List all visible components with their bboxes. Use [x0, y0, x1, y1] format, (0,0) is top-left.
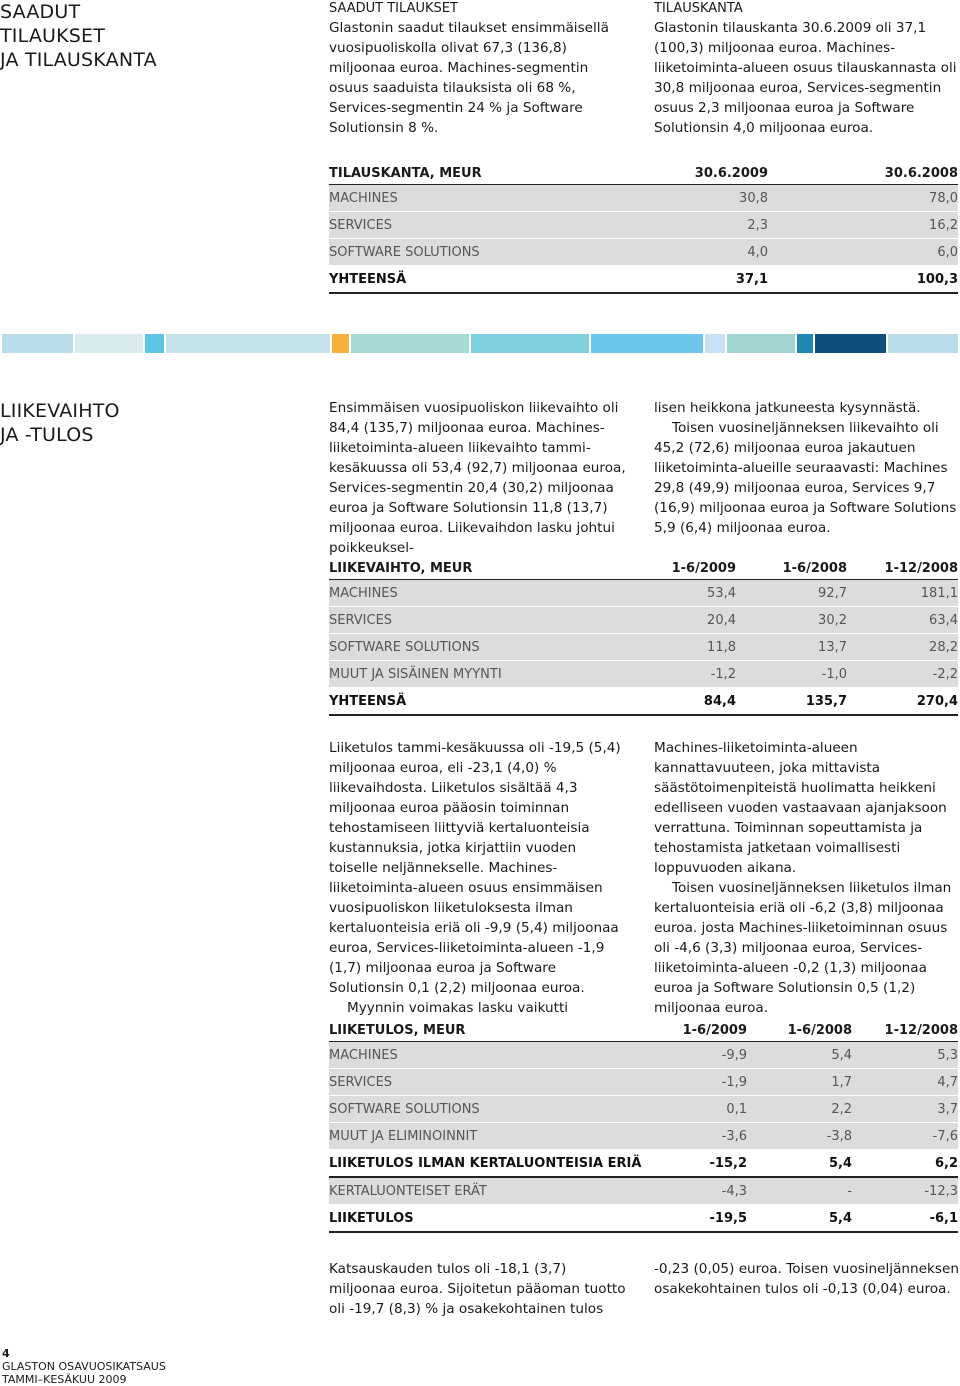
- stripe-segment: [727, 334, 795, 353]
- paragraph: Glastonin saadut tilaukset ensimmäisellä vuosipuoliskolla olivat 67,3 (136,8) miljoonaa euroa. Machines-segmentin osuus saaduista tilauksista oli 68 %, Services-segmentin 24 % ja Software Solutionsin 8 %.: [329, 20, 609, 136]
- row-value: 5,4: [747, 1205, 852, 1233]
- stripe-segment: [75, 334, 143, 353]
- paragraph: -0,23 (0,05) euroa. Toisen vuosineljänneksen osakekohtainen tulos oli -0,13 (0,04) euroa.: [654, 1261, 959, 1297]
- row-value: 5,4: [747, 1150, 852, 1178]
- operating-result-column-1: [329, 738, 629, 1018]
- page-footer: [2, 1347, 202, 1386]
- table-subtotal-row: [329, 1150, 958, 1178]
- column-title: SAADUT TILAUKSET: [329, 1, 458, 16]
- row-label: SERVICES: [329, 607, 636, 634]
- operating-result-table: [329, 1019, 958, 1233]
- paragraph: Glastonin tilauskanta 30.6.2009 oli 37,1 (100,3) miljoonaa euroa. Machines-liiketoiminta-alueen osuus tilauskannasta oli 30,8 miljoonaa euroa, Services-segmentin osuus 2,3 miljoonaa euroa ja Software Solutionsin 4,0 miljoonaa euroa.: [654, 20, 957, 136]
- heading-line: LIIKEVAIHTO: [0, 400, 120, 422]
- orderbook-column: [654, 0, 959, 138]
- row-label: MUUT JA SISÄINEN MYYNTI: [329, 661, 636, 688]
- footer-line: GLASTON OSAVUOSIKATSAUS: [2, 1360, 166, 1373]
- row-label: LIIKETULOS: [329, 1205, 647, 1233]
- orders-column: [329, 0, 629, 138]
- row-value: -1,9: [647, 1069, 747, 1096]
- paragraph: [654, 878, 959, 1018]
- header-cell: 1-12/2008: [852, 1019, 958, 1042]
- row-value: 37,1: [658, 266, 768, 294]
- revenue-column-2: [654, 398, 959, 538]
- row-value: -6,1: [852, 1205, 958, 1233]
- table-row: [329, 634, 958, 661]
- stripe-segment: [145, 334, 164, 353]
- table-row: [329, 185, 958, 212]
- row-label: MACHINES: [329, 1042, 647, 1069]
- header-cell: 1-6/2008: [736, 557, 847, 580]
- row-label: YHTEENSÄ: [329, 266, 658, 294]
- paragraph-text: Myynnin voimakas lasku vaikutti: [347, 1000, 569, 1016]
- table-row: [329, 661, 958, 688]
- table-row: [329, 212, 958, 239]
- table-row: [329, 1096, 958, 1123]
- row-value: 270,4: [847, 688, 958, 716]
- result-column-1: [329, 1259, 629, 1319]
- row-value: 63,4: [847, 607, 958, 634]
- row-label: YHTEENSÄ: [329, 688, 636, 716]
- paragraph-text: Toisen vuosineljänneksen liiketulos ilman kertaluonteisia eriä oli -6,2 (3,8) miljoonaa euroa. josta Machines-liiketoiminnan osuus oli -4,6 (3,3) miljoonaa euroa, Services-liiketoiminta-alueen -0,2 (1,3) miljoonaa euroa ja Software Solutionsin 0,5 (1,2) miljoonaa euroa.: [654, 880, 952, 1016]
- stripe-segment: [888, 334, 958, 353]
- stripe-segment: [591, 334, 703, 353]
- row-label: SERVICES: [329, 212, 658, 239]
- row-value: 92,7: [736, 580, 847, 607]
- revenue-table: [329, 557, 958, 716]
- row-value: 11,8: [636, 634, 736, 661]
- stripe-segment: [797, 334, 813, 353]
- row-value: 53,4: [636, 580, 736, 607]
- paragraph: [329, 998, 629, 1018]
- row-value: 4,0: [658, 239, 768, 266]
- row-value: -3,8: [747, 1123, 852, 1150]
- table-row: [329, 1069, 958, 1096]
- row-label: MACHINES: [329, 185, 658, 212]
- table-row: [329, 1123, 958, 1150]
- row-value: -19,5: [647, 1205, 747, 1233]
- row-label: LIIKETULOS ILMAN KERTALUONTEISIA ERIÄ: [329, 1150, 647, 1178]
- row-value: 5,3: [852, 1042, 958, 1069]
- paragraph: Liiketulos tammi-kesäkuussa oli -19,5 (5,4) miljoonaa euroa, eli -23,1 (4,0) % liikevaihdosta. Liiketulos sisältää 4,3 miljoonaa euroa pääosin toiminnan tehostamiseen liittyviä kertaluonteisia kustannuksia, jotka kirjattiin vuoden toiselle neljännekselle. Machines-liiketoiminta-alueen osuus ensimmäisen vuosipuoliskon liiketuloksesta ilman kertaluonteisia eriä oli -9,9 (5,4) miljoonaa euroa, Services-liiketoiminta-alueen -1,9 (1,7) miljoonaa euroa ja Software Solutionsin 0,1 (2,2) miljoonaa euroa.: [329, 740, 621, 996]
- stripe-segment: [332, 334, 349, 353]
- row-value: 6,0: [768, 239, 958, 266]
- table-header: [329, 162, 958, 185]
- row-label: SERVICES: [329, 1069, 647, 1096]
- footer-line: TAMMI–KESÄKUU 2009: [2, 1373, 127, 1386]
- row-value: 100,3: [768, 266, 958, 294]
- row-value: -9,9: [647, 1042, 747, 1069]
- row-value: -: [747, 1177, 852, 1205]
- section-heading-orders: [0, 0, 170, 72]
- row-value: -7,6: [852, 1123, 958, 1150]
- stripe-segment: [166, 334, 330, 353]
- table-total-row: [329, 266, 958, 294]
- revenue-column-1: [329, 398, 629, 558]
- header-cell: 1-6/2009: [636, 557, 736, 580]
- row-value: 20,4: [636, 607, 736, 634]
- heading-line: JA TILAUSKANTA: [0, 49, 157, 71]
- row-value: 30,8: [658, 185, 768, 212]
- paragraph: [654, 418, 959, 538]
- table-row: [329, 239, 958, 266]
- row-value: 84,4: [636, 688, 736, 716]
- heading-line: JA -TULOS: [0, 424, 94, 446]
- header-cell: LIIKETULOS, MEUR: [329, 1019, 647, 1042]
- table-row: [329, 580, 958, 607]
- row-value: 30,2: [736, 607, 847, 634]
- header-cell: LIIKEVAIHTO, MEUR: [329, 557, 636, 580]
- table-row: [329, 1177, 958, 1205]
- header-cell: 1-6/2008: [747, 1019, 852, 1042]
- row-value: -4,3: [647, 1177, 747, 1205]
- header-cell: 1-6/2009: [647, 1019, 747, 1042]
- row-value: 6,2: [852, 1150, 958, 1178]
- table-total-row: [329, 1205, 958, 1233]
- table-row: [329, 607, 958, 634]
- header-cell: 30.6.2009: [658, 162, 768, 185]
- section-heading-revenue: [0, 399, 170, 447]
- row-value: 135,7: [736, 688, 847, 716]
- paragraph: lisen heikkona jatkuneesta kysynnästä.: [654, 400, 921, 416]
- row-value: -12,3: [852, 1177, 958, 1205]
- row-value: 0,1: [647, 1096, 747, 1123]
- row-value: -2,2: [847, 661, 958, 688]
- column-title: TILAUSKANTA: [654, 1, 743, 16]
- header-cell: 30.6.2008: [768, 162, 958, 185]
- table-header: [329, 1019, 958, 1042]
- paragraph: Ensimmäisen vuosipuoliskon liikevaihto oli 84,4 (135,7) miljoonaa euroa. Machines-liiketoiminta-alueen liikevaihto tammi-kesäkuussa oli 53,4 (92,7) miljoonaa euroa, Services-segmentin 20,4 (30,2) miljoonaa euroa ja Software Solutionsin 11,8 (13,7) miljoonaa euroa. Liikevaihdon lasku johtui poikkeuksel-: [329, 400, 626, 556]
- row-value: 2,3: [658, 212, 768, 239]
- row-value: -15,2: [647, 1150, 747, 1178]
- result-column-2: [654, 1259, 959, 1299]
- stripe-segment: [705, 334, 725, 353]
- row-value: -1,0: [736, 661, 847, 688]
- row-value: 5,4: [747, 1042, 852, 1069]
- row-value: 78,0: [768, 185, 958, 212]
- stripe-segment: [471, 334, 589, 353]
- row-label: SOFTWARE SOLUTIONS: [329, 239, 658, 266]
- table-total-row: [329, 688, 958, 716]
- paragraph: Katsauskauden tulos oli -18,1 (3,7) miljoonaa euroa. Sijoitetun pääoman tuotto oli -19,7 (8,3) % ja osakekohtainen tulos: [329, 1261, 626, 1317]
- orderbook-table: [329, 162, 958, 294]
- row-value: 13,7: [736, 634, 847, 661]
- stripe-segment: [815, 334, 886, 353]
- row-value: 181,1: [847, 580, 958, 607]
- stripe-segment: [2, 334, 73, 353]
- paragraph: Machines-liiketoiminta-alueen kannattavuuteen, joka mittavista säästötoimenpiteistä huolimatta heikkeni edelliseen vuoden vastaavaan ajanjaksoon verrattuna. Toiminnan sopeuttamista ja tehostamista jatketaan voimallisesti loppuvuoden aikana.: [654, 740, 947, 876]
- row-label: SOFTWARE SOLUTIONS: [329, 1096, 647, 1123]
- header-cell: TILAUSKANTA, MEUR: [329, 162, 658, 185]
- row-value: 2,2: [747, 1096, 852, 1123]
- row-value: 3,7: [852, 1096, 958, 1123]
- row-value: -1,2: [636, 661, 736, 688]
- row-value: -3,6: [647, 1123, 747, 1150]
- row-label: MACHINES: [329, 580, 636, 607]
- heading-line: SAADUT TILAUKSET: [0, 1, 106, 47]
- row-value: 1,7: [747, 1069, 852, 1096]
- table-row: [329, 1042, 958, 1069]
- row-label: MUUT JA ELIMINOINNIT: [329, 1123, 647, 1150]
- row-label: SOFTWARE SOLUTIONS: [329, 634, 636, 661]
- row-value: 4,7: [852, 1069, 958, 1096]
- stripe-segment: [351, 334, 469, 353]
- row-value: 16,2: [768, 212, 958, 239]
- header-cell: 1-12/2008: [847, 557, 958, 580]
- table-header: [329, 557, 958, 580]
- operating-result-column-2: [654, 738, 959, 1018]
- row-label: KERTALUONTEISET ERÄT: [329, 1177, 647, 1205]
- paragraph-text: Toisen vuosineljänneksen liikevaihto oli 45,2 (72,6) miljoonaa euroa jakautuen liiketoiminta-alueille seuraavasti: Machines 29,8 (49,9) miljoonaa euroa, Services 9,7 (16,9) miljoonaa euroa ja Software Solutions 5,9 (6,4) miljoonaa euroa.: [654, 420, 957, 536]
- page-number: 4: [2, 1347, 10, 1360]
- row-value: 28,2: [847, 634, 958, 661]
